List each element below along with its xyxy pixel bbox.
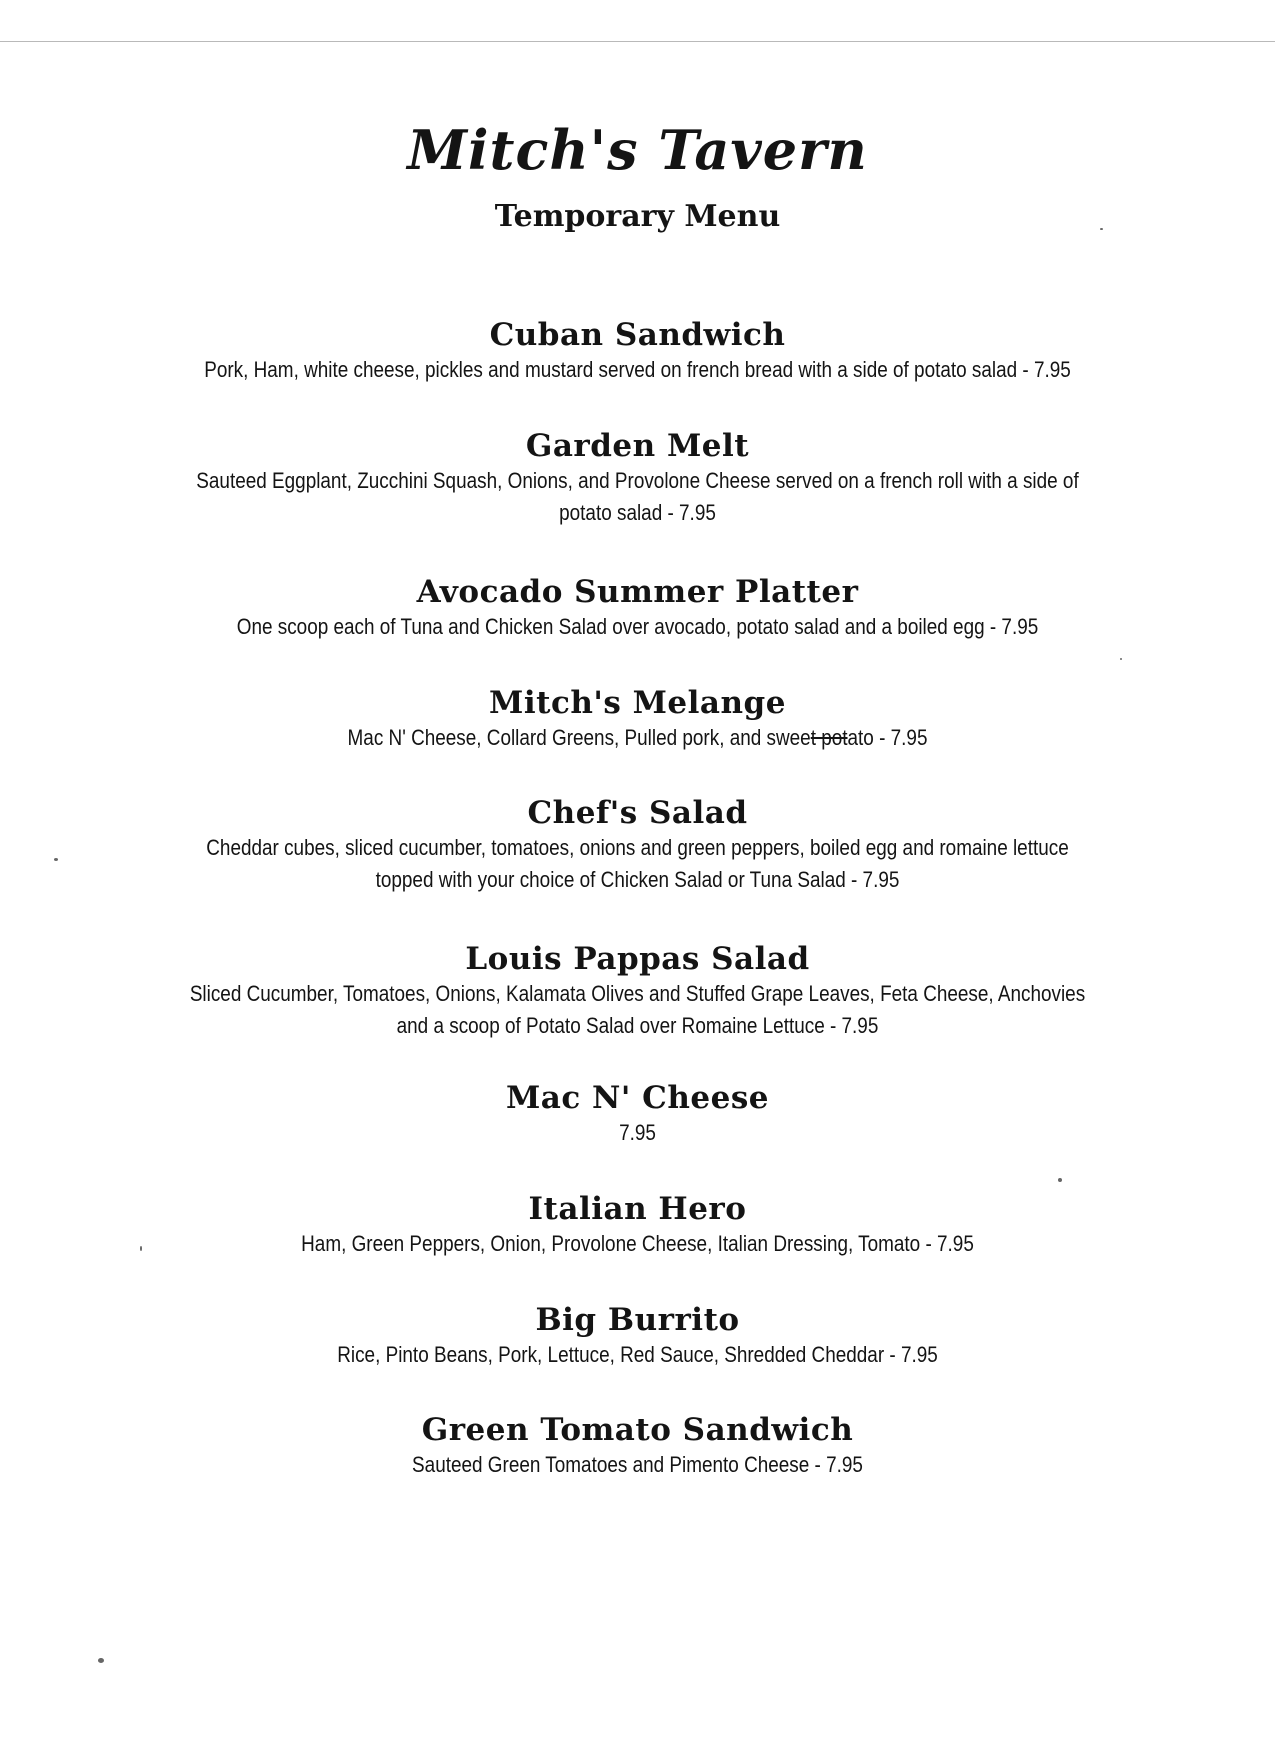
menu-item-mitchs-melange [0, 683, 1275, 755]
scan-speck [1100, 228, 1103, 230]
item-name: Green Tomato Sandwich [421, 1412, 854, 1448]
item-name: Big Burrito [535, 1302, 740, 1338]
scan-speck [54, 858, 58, 861]
restaurant-name: Mitch's Tavern [407, 118, 868, 182]
menu-item-cuban-sandwich [0, 315, 1275, 387]
item-name: Italian Hero [528, 1191, 747, 1227]
item-description [89, 721, 1186, 755]
item-price: 7.95 [619, 1120, 656, 1145]
item-description: and a scoop of Potato Salad over Romaine Lettuce - 7.95 [396, 1013, 879, 1038]
description-text: ato - 7.95 [847, 725, 928, 750]
scan-speck [1120, 658, 1122, 660]
item-description: Rice, Pinto Beans, Pork, Lettuce, Red Sauce, Shredded Cheddar - 7.95 [337, 1342, 938, 1367]
menu-item-louis-pappas-salad [0, 939, 1275, 1043]
menu-item-chefs-salad [0, 793, 1275, 897]
menu-subtitle: Temporary Menu [494, 199, 781, 234]
item-description: One scoop each of Tuna and Chicken Salad over avocado, potato salad and a boiled egg - 7.95 [236, 614, 1039, 639]
item-description: Sauteed Green Tomatoes and Pimento Cheese - 7.95 [412, 1452, 863, 1477]
item-description: Ham, Green Peppers, Onion, Provolone Cheese, Italian Dressing, Tomato - 7.95 [301, 1231, 974, 1256]
item-name: Louis Pappas Salad [465, 941, 810, 977]
item-name: Avocado Summer Platter [416, 574, 859, 610]
description-text: Mac N' Cheese, Collard Greens, Pulled pork, and swee [347, 725, 811, 750]
item-name: Chef's Salad [527, 795, 748, 831]
item-description: Sliced Cucumber, Tomatoes, Onions, Kalamata Olives and Stuffed Grape Leaves, Feta Cheese, Anchovies [189, 981, 1086, 1006]
scan-speck [98, 1658, 104, 1663]
scan-speck [140, 1246, 142, 1251]
item-description: potato salad - 7.95 [559, 500, 716, 525]
menu-item-italian-hero [0, 1189, 1275, 1261]
scan-speck [1058, 1178, 1062, 1182]
item-name: Mac N' Cheese [505, 1080, 770, 1116]
item-description: Cheddar cubes, sliced cucumber, tomatoes, onions and green peppers, boiled egg and romaine lettuce [206, 835, 1069, 860]
struck-through-text: t pot [810, 725, 848, 750]
menu-item-mac-n-cheese [0, 1078, 1275, 1150]
menu-item-garden-melt [0, 426, 1275, 530]
item-description: topped with your choice of Chicken Salad or Tuna Salad - 7.95 [375, 867, 900, 892]
menu-item-big-burrito [0, 1300, 1275, 1372]
item-name: Cuban Sandwich [489, 317, 786, 353]
item-description: Sauteed Eggplant, Zucchini Squash, Onions, and Provolone Cheese served on a french roll with a side of [196, 468, 1079, 493]
item-description: Pork, Ham, white cheese, pickles and mustard served on french bread with a side of potato salad - 7.95 [204, 357, 1071, 382]
menu-item-avocado-summer-platter [0, 572, 1275, 644]
item-name: Garden Melt [525, 428, 750, 464]
item-name: Mitch's Melange [489, 685, 786, 721]
menu-item-green-tomato-sandwich [0, 1410, 1275, 1482]
